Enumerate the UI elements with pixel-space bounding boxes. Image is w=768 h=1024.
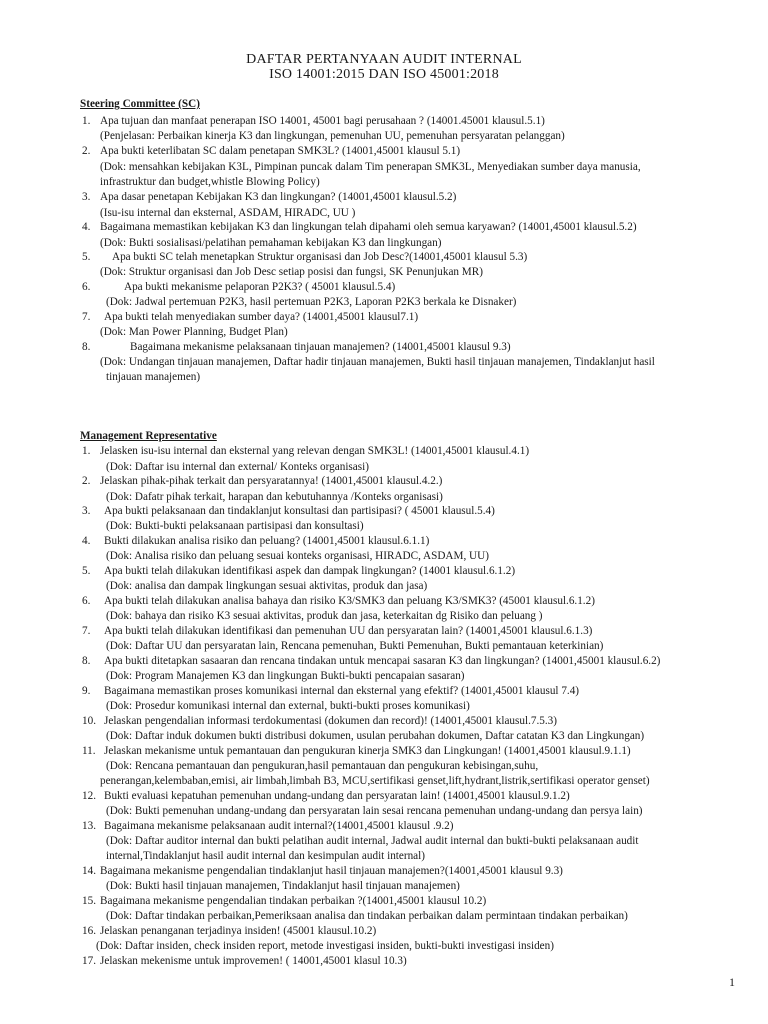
evidence-text: (Dok: Program Manajemen K3 dan lingkungan Bukti-bukti pencapaian sasaran)	[106, 670, 465, 682]
question-text: Apa bukti SC telah menetapkan Struktur organisasi dan Job Desc?(14001,45001 klausul 5.3)	[112, 251, 528, 263]
question-text: Bagaimana memastikan kebijakan K3 dan lingkungan telah dipahami oleh semua karyawan? (14001,45001 klausul.5.2)	[100, 221, 637, 233]
evidence-text: (Dok: Rencana pemantauan dan pengukuran,hasil pemantauan dan pengukuran kebisingan,suhu,	[106, 760, 539, 772]
evidence-text: (Dok: Bukti-bukti pelaksanaan partisipasi dan konsultasi)	[106, 520, 364, 532]
question-text: Jelasken isu-isu internal dan eksternal yang relevan dengan SMK3L! (14001,45001 klausul.4.1)	[100, 445, 530, 457]
evidence-text: (Dok: analisa dan dampak lingkungan sesuai aktivitas, produk dan jasa)	[106, 580, 428, 592]
question-number: 8.	[82, 341, 91, 353]
evidence-text: tinjauan manajemen)	[106, 371, 201, 383]
evidence-text: (Dok: Daftar tindakan perbaikan,Pemeriksaan analisa dan tindakan perbaikan dalam permintaan tindakan perbaikan)	[106, 910, 628, 922]
question-number: 17.	[82, 955, 96, 967]
question-text: Jelaskan pihak-pihak terkait dan persyaratannya! (14001,45001 klausul.4.2.)	[100, 475, 443, 487]
evidence-text: (Dok: Prosedur komunikasi internal dan external, bukti-bukti proses komunikasi)	[106, 700, 470, 712]
question-text: Apa bukti telah dilakukan analisa bahaya dan risiko K3/SMK3 dan peluang K3/SMK3? (45001 klausul.6.1.2)	[104, 595, 595, 607]
question-number: 2.	[82, 475, 91, 487]
evidence-text: (Dok: Struktur organisasi dan Job Desc setiap posisi dan fungsi, SK Penunjukan MR)	[100, 266, 483, 278]
question-number: 7.	[82, 625, 91, 637]
document-title: DAFTAR PERTANYAAN AUDIT INTERNAL	[246, 52, 522, 67]
question-text: Bagaimana mekanisme pengendalian tindakan perbaikan ?(14001,45001 klausul 10.2)	[100, 895, 487, 907]
question-number: 1.	[82, 445, 91, 457]
question-text: Apa bukti pelaksanaan dan tindaklanjut konsultasi dan partisipasi? ( 45001 klausul.5.4)	[104, 505, 495, 517]
evidence-text: (Penjelasan: Perbaikan kinerja K3 dan lingkungan, pemenuhan UU, pemenuhan persyaratan pelanggan)	[100, 130, 565, 142]
question-text: Bukti evaluasi kepatuhan pemenuhan undang-undang dan persyaratan lain! (14001,45001 klausul.9.1.2)	[104, 790, 570, 802]
question-text: Bukti dilakukan analisa risiko dan peluang? (14001,45001 klausul.6.1.1)	[104, 535, 430, 547]
question-number: 16.	[82, 925, 96, 937]
evidence-text: (Dok: Analisa risiko dan peluang sesuai konteks organisasi, HIRADC, ASDAM, UU)	[106, 550, 489, 562]
question-number: 14.	[82, 865, 96, 877]
question-text: Apa bukti telah dilakukan identifikasi dan pemenuhan UU dan persyaratan lain? (14001,45001 klausul.6.1.3)	[104, 625, 593, 637]
evidence-text: (Dok: Dafatr pihak terkait, harapan dan kebutuhannya /Konteks organisasi)	[106, 491, 443, 503]
question-number: 2.	[82, 145, 91, 157]
evidence-text: (Dok: Undangan tinjauan manajemen, Daftar hadir tinjauan manajemen, Bukti hasil tinjauan manajemen, Tindaklanjut hasil	[100, 356, 655, 368]
evidence-text: (Dok: Daftar auditor internal dan bukti pelatihan audit internal, Jadwal audit internal dan bukti-bukti pelaksanaan audit	[106, 835, 639, 847]
section-heading: Management Representative	[80, 430, 217, 442]
question-text: Jelaskan pengendalian informasi terdokumentasi (dokumen dan record)! (14001,45001 klausul.7.5.3)	[104, 715, 557, 727]
page-number: 1	[729, 975, 735, 989]
evidence-text: (Dok: mensahkan kebijakan K3L, Pimpinan puncak dalam Tim penerapan SMK3L, Menyediakan sumber daya manusia,	[100, 161, 641, 173]
question-number: 1.	[82, 115, 91, 127]
evidence-text: penerangan,kelembaban,emisi, air limbah,limbah B3, MCU,sertifikasi genset,lift,hydrant,listrik,sertifikasi operator genset)	[100, 775, 650, 787]
question-number: 3.	[82, 505, 91, 517]
question-text: Jelaskan mekenisme untuk improvemen! ( 14001,45001 klasul 10.3)	[100, 955, 407, 967]
question-number: 9.	[82, 685, 91, 697]
section-heading: Steering Committee (SC)	[80, 98, 200, 110]
question-text: Apa bukti telah dilakukan identifikasi aspek dan dampak lingkungan? (14001 klausul.6.1.2)	[104, 565, 516, 577]
question-text: Bagaimana mekanisme pelaksanaan tinjauan manajemen? (14001,45001 klausul 9.3)	[130, 341, 511, 353]
question-text: Jelaskan mekanisme untuk pemantauan dan pengukuran kinerja SMK3 dan Lingkungan! (14001,45001 klausul.9.1.1)	[104, 745, 631, 757]
evidence-text: (Dok: Bukti sosialisasi/pelatihan pemahaman kebijakan K3 dan lingkungan)	[100, 237, 442, 249]
question-number: 13.	[82, 820, 96, 832]
evidence-text: (Dok: Daftar insiden, check insiden report, metode investigasi insiden, bukti-bukti investigasi insiden)	[96, 940, 554, 952]
question-text: Bagaimana mekanisme pengendalian tindaklanjut hasil tinjauan manajemen?(14001,45001 klausul 9.3)	[100, 865, 563, 877]
question-number: 4.	[82, 221, 91, 233]
question-number: 3.	[82, 191, 91, 203]
question-number: 12.	[82, 790, 96, 802]
question-text: Apa dasar penetapan Kebijakan K3 dan lingkungan? (14001,45001 klausul.5.2)	[100, 191, 457, 203]
question-text: Apa tujuan dan manfaat penerapan ISO 14001, 45001 bagi perusahaan ? (14001.45001 klausul.5.1)	[100, 115, 545, 127]
question-number: 7.	[82, 311, 91, 323]
question-text: Bagaimana mekanisme pelaksanaan audit internal?(14001,45001 klausul .9.2)	[104, 820, 454, 832]
evidence-text: infrastruktur dan budget,whistle Blowing Policy)	[100, 176, 320, 188]
question-number: 6.	[82, 595, 91, 607]
evidence-text: (Dok: Daftar isu internal dan external/ Konteks organisasi)	[106, 461, 369, 473]
question-number: 8.	[82, 655, 91, 667]
evidence-text: (Dok: Daftar UU dan persyaratan lain, Rencana pemenuhan, Bukti Pemenuhan, Bukti pemantauan keterkinian)	[106, 640, 604, 652]
evidence-text: internal,Tindaklanjut hasil audit internal dan kesimpulan audit internal)	[106, 850, 425, 862]
question-text: Apa bukti mekanisme pelaporan P2K3? ( 45001 klausul.5.4)	[124, 281, 396, 293]
question-number: 15.	[82, 895, 96, 907]
question-number: 5.	[82, 251, 91, 263]
question-text: Bagaimana memastikan proses komunikasi internal dan eksternal yang efektif? (14001,45001 klausul 7.4)	[104, 685, 580, 697]
document-subtitle: ISO 14001:2015 DAN ISO 45001:2018	[269, 67, 499, 82]
evidence-text: (Dok: Bukti hasil tinjauan manajemen, Tindaklanjut hasil tinjauan manajemen)	[106, 880, 460, 892]
question-number: 5.	[82, 565, 91, 577]
question-text: Apa bukti telah menyediakan sumber daya? (14001,45001 klausul7.1)	[104, 311, 419, 323]
question-text: Apa bukti ditetapkan sasaaran dan rencana tindakan untuk mencapai sasaran K3 dan lingkungan? (14001,45001 klausul.6.2)	[104, 655, 661, 667]
question-number: 4.	[82, 535, 91, 547]
evidence-text: (Dok: Man Power Planning, Budget Plan)	[100, 326, 288, 338]
evidence-text: (Dok: Jadwal pertemuan P2K3, hasil pertemuan P2K3, Laporan P2K3 berkala ke Disnaker)	[106, 296, 517, 308]
evidence-text: (Dok: Bukti pemenuhan undang-undang dan persyaratan lain sesai rencana pemenuhan undang-undang dan persya lain)	[106, 805, 643, 817]
question-number: 10.	[82, 715, 96, 727]
question-number: 11.	[82, 745, 96, 757]
question-text: Apa bukti keterlibatan SC dalam penetapan SMK3L? (14001,45001 klausul 5.1)	[100, 145, 461, 157]
evidence-text: (Dok: bahaya dan risiko K3 sesuai aktivitas, produk dan jasa, keterkaitan dg Risiko dan peluang )	[106, 610, 543, 622]
evidence-text: (Isu-isu internal dan eksternal, ASDAM, HIRADC, UU )	[100, 207, 356, 219]
question-number: 6.	[82, 281, 91, 293]
evidence-text: (Dok: Daftar induk dokumen bukti distribusi dokumen, usulan perubahan dokumen, Daftar catatan K3 dan Lingkungan)	[106, 730, 645, 742]
question-text: Jelaskan penanganan terjadinya insiden! (45001 klausul.10.2)	[100, 925, 377, 937]
